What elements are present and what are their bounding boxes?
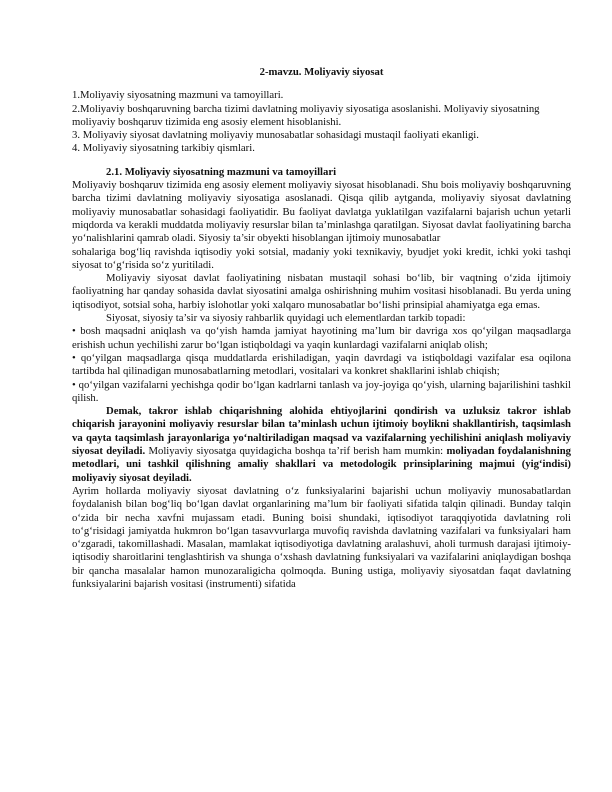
plan-item: 2.Moliyaviy boshqaruvning barcha tizimi davlatning moliyaviy siyosatiga asoslanishi. Moliyaviy siyosatning moliyaviy boshqaruv tizimida eng asosiy element hisoblanishi. — [72, 102, 540, 128]
bullet-item: • qo‘yilgan vazifalarni yechishga qodir bo‘lgan kadrlarni tanlash va joy-joyiga qo‘yish, ularning bajarilishini tashkil qilish. — [72, 378, 571, 404]
paragraph: Moliyaviy boshqaruv tizimida eng asosiy element moliyaviy siyosat hisoblanadi. Shu bois moliyaviy boshqaruvning barcha tizimi davlatning moliyaviy siyosatiga asoslanadi. Qisqa qilib aytganda, moliyaviy siyosat davlatning moliyaviy munosabatlar sohasidagi faoliyatidir. Bu faoliyat davlatga yuklatilgan vazifalarni bajarish uchun yetarli miqdorda va kerakli muddatda moliyaviy resurslar bilan ta’minlashga qaratilgan. Siyosat davlat faoliyatining barcha yo‘nalishlarini qamrab oladi. Siyosiy ta’sir obyekti hisoblangan ijtimoiy munosabatlar — [72, 179, 571, 245]
plan-item: 4. Moliyaviy siyosatning tarkibiy qismlari. — [72, 142, 255, 155]
bullet-item: • bosh maqsadni aniqlash va qo‘yish hamda jamiyat hayotining ma’lum bir davriga xos qo‘yilgan maqsadlarga erishish uchun yechilishi zarur bo‘lgan istiqboldagi va yaqin kunlardagi vazifalarni aniqlab olish; — [72, 325, 571, 351]
section-heading: 2.1. Moliyaviy siyosatning mazmuni va tamoyillari — [106, 165, 337, 178]
page-title: 2-mavzu. Moliyaviy siyosat — [259, 66, 384, 78]
bold-definition: moliyadan foydalanishning metodlari, uni tashkil qilishning amaliy shakllari va metodologik prinsiplarining majmui (yig‘indisi) moliyaviy siyosat deyiladi. — [72, 445, 571, 484]
paragraph-text: Moliyaviy siyosatga quyidagicha boshqa ta’rif berish ham mumkin: — [145, 445, 447, 458]
plan-item: 1.Moliyaviy siyosatning mazmuni va tamoyillari. — [72, 89, 284, 102]
bold-definition: Demak, takror ishlab chiqarishning alohida ehtiyojlarini qondirish va uzluksiz takror ishlab chiqarish jarayonini moliyaviy resurslar bilan ta’minlash uchun ijtimoiy boylikni shakllantirish, taqsimlash va qayta taqsimlash jarayonlariga yo‘naltiriladigan maqsad va vazifalarning yechilishini aniqlash moliyaviy siyosat deyiladi. — [72, 405, 571, 458]
paragraph: Siyosat, siyosiy ta’sir va siyosiy rahbarlik quyidagi uch elementlardan tarkib topadi: — [106, 312, 466, 325]
paragraph: Ayrim hollarda moliyaviy siyosat davlatning o‘z funksiyalarini bajarishi uchun moliyaviy munosabatlardan foydalanish bilan bog‘liq bo‘lgan davlat organlarining ma’lum bir faoliyati sifatida talqin qilinadi. Bunday talqin o‘zida bir necha xavfni mujassam etadi. Buning boisi shundaki, iqtisodiyot taraqqiyotida davlatning roli to‘g‘risidagi jamiyatda hukmron bo‘lgan tasavvurlarga muvofiq ravishda davlatning vazifalari va funksiyalari ham o‘zgaradi, takomillashadi. Masalan, mamlakat iqtisodiyotiga davlatning aralashuvi, aholi turmush darajasi ijtimoiy-iqtisodiy sharoitlarini tenglashtirish va shunga o‘xshash davlatning funksiyalari va vazifalarini aniqlaydigan boshqa bir qancha masalalar hamon munozaraligicha qolmoqda. Buning ustiga, moliyaviy siyosatdan faqat davlatning funksiyalarini bajarish vositasi (instrumenti) sifatida — [72, 484, 571, 590]
bullet-item: • qo‘yilgan maqsadlarga qisqa muddatlarda erishiladigan, yaqin davrdagi va istiqboldagi vazifalar esa oqilona tartibda hal qilinadigan munosabatlarning metodlari, vositalari va konkret shakllarini ishlab chiqish; — [72, 351, 571, 378]
topic-plan-list — [72, 89, 571, 155]
plan-item: 3. Moliyaviy siyosat davlatning moliyaviy munosabatlar sohasidagi mustaqil faoliyati ekanligi. — [72, 129, 479, 142]
paragraph: Moliyaviy siyosat davlat faoliyatining nisbatan mustaqil sohasi bo‘lib, bir vaqtning o‘zida ijtimoiy faoliyatning har qanday sohasida davlat siyosatini amalga oshirishning muhim vositasi hisoblanadi. Bu yerda uning iqtisodiyot, sotsial soha, harbiy islohotlar yoki xalqaro munosabatlar bo‘lishi prinsipial ahamiyatga ega emas. — [72, 272, 571, 311]
definition-paragraph — [72, 405, 571, 485]
paragraph: sohalariga bog‘liq ravishda iqtisodiy yoki sotsial, madaniy yoki texnikaviy, byudjet yoki kredit, ichki yoki tashqi siyosat to‘g‘risida so‘z yuritiladi. — [72, 245, 571, 271]
